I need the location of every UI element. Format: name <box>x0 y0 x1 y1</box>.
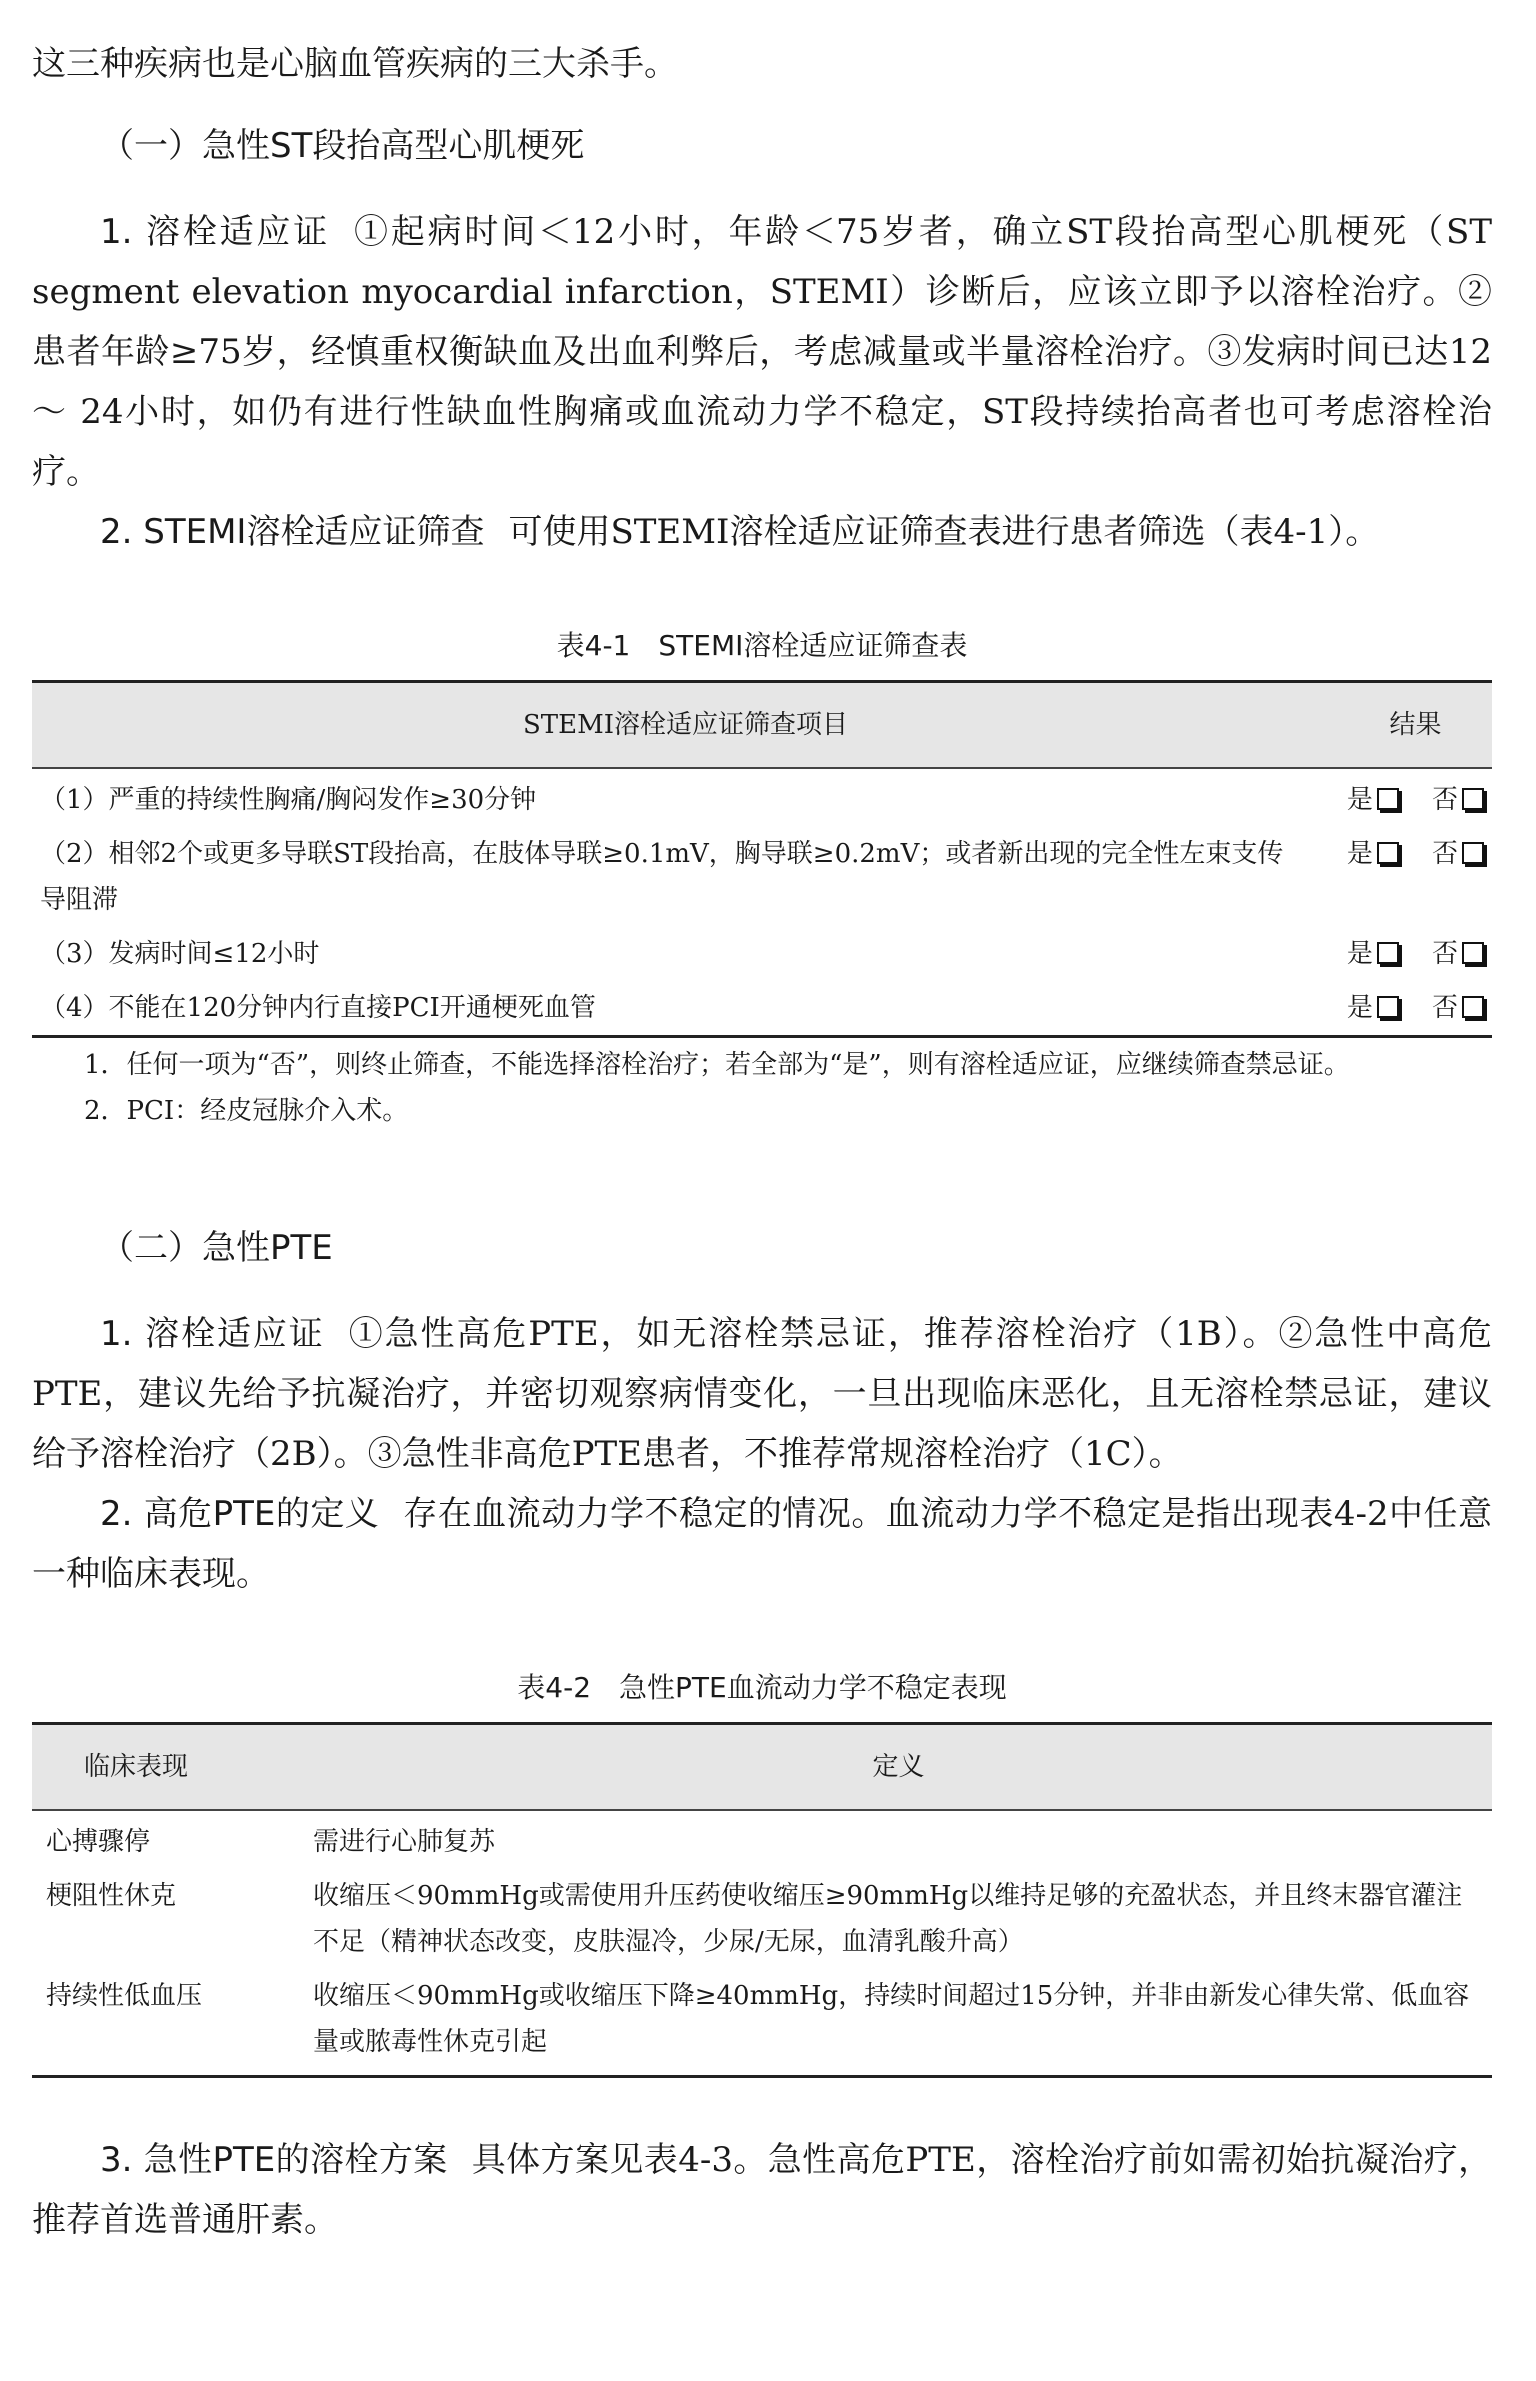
table1-header-result: 结果 <box>1339 682 1492 769</box>
section1-item2-title: 2. STEMI溶栓适应证筛查 <box>100 512 485 552</box>
table1-row3-result <box>1339 927 1492 981</box>
table1 <box>32 680 1492 1038</box>
table1-row4-result <box>1339 981 1492 1037</box>
section1-item2 <box>32 502 1492 562</box>
checkbox-icon[interactable] <box>1377 842 1399 864</box>
section1-item1 <box>32 202 1492 502</box>
table-row <box>32 927 1492 981</box>
table1-header-item: STEMI溶栓适应证筛查项目 <box>32 682 1339 769</box>
table2-header-row <box>32 1724 1492 1811</box>
checkbox-icon[interactable] <box>1462 942 1484 964</box>
table2-row1-clinical: 心搏骤停 <box>46 1827 151 1857</box>
section2-item1-title: 1. 溶栓适应证 <box>100 1314 325 1354</box>
table2-row2-clinical: 梗阻性休克 <box>46 1881 177 1911</box>
table2 <box>32 1722 1492 2078</box>
section2-item1-body: ①急性高危PTE，如无溶栓禁忌证，推荐溶栓治疗（1B）。②急性中高危PTE，建议先给予抗凝治疗，并密切观察病情变化，一旦出现临床恶化，且无溶栓禁忌证，建议给予溶栓治疗（2B）。③急性非高危PTE患者，不推荐常规溶栓治疗（1C）。 <box>32 1314 1492 1474</box>
table1-header-row <box>32 682 1492 769</box>
checkbox-icon[interactable] <box>1462 842 1484 864</box>
table1-caption: 表4-1 STEMI溶栓适应证筛查表 <box>556 629 968 662</box>
section2-item2-body: 存在血流动力学不稳定的情况。血流动力学不稳定是指出现表4-2中任意一种临床表现。 <box>32 1494 1492 1594</box>
table2-row2-def: 收缩压＜90mmHg或需使用升压药使收缩压≥90mmHg以维持足够的充盈状态，并且终末器官灌注不足（精神状态改变，皮肤湿冷，少尿/无尿，血清乳酸升高） <box>313 1881 1463 1957</box>
no-label: 否 <box>1431 839 1458 869</box>
table1-row3-item: （3）发病时间≤12小时 <box>40 939 320 969</box>
table-row <box>32 1969 1492 2077</box>
table-row <box>32 1869 1492 1969</box>
section2-item2 <box>32 1484 1492 1604</box>
table2-row3-clinical: 持续性低血压 <box>32 1969 305 2077</box>
intro-line: 这三种疾病也是心脑血管疾病的三大杀手。 <box>32 44 678 84</box>
no-label: 否 <box>1431 939 1458 969</box>
table1-row2-result <box>1339 827 1492 927</box>
section3-item3 <box>32 2130 1492 2250</box>
table2-row1-def: 需进行心肺复苏 <box>313 1827 496 1857</box>
table2-header-clinical: 临床表现 <box>32 1724 305 1811</box>
yes-label: 是 <box>1346 993 1373 1023</box>
yes-label: 是 <box>1346 939 1373 969</box>
yes-label: 是 <box>1346 785 1373 815</box>
no-label: 否 <box>1431 785 1458 815</box>
table-row <box>32 827 1492 927</box>
table1-row2-item: （2）相邻2个或更多导联ST段抬高，在肢体导联≥0.1mV，胸导联≥0.2mV；或者新出现的完全性左束支传导阻滞 <box>40 839 1284 915</box>
checkbox-icon[interactable] <box>1377 788 1399 810</box>
checkbox-icon[interactable] <box>1377 942 1399 964</box>
table2-header-def: 定义 <box>305 1724 1492 1811</box>
table-row <box>32 768 1492 827</box>
table-row <box>32 1810 1492 1869</box>
section2-item1 <box>32 1304 1492 1484</box>
table1-note-2: 2．PCI：经皮冠脉介入术。 <box>84 1096 409 1126</box>
section3-item3-body: 具体方案见表4-3。急性高危PTE，溶栓治疗前如需初始抗凝治疗，推荐首选普通肝素。 <box>32 2140 1492 2240</box>
section1-item1-body: ①起病时间＜12小时，年龄＜75岁者，确立ST段抬高型心肌梗死（ST segment elevation myocardial infarction，STEMI）诊断后，应该立即予以溶栓治疗。②患者年龄≥75岁，经慎重权衡缺血及出血利弊后，考虑减量或半量溶栓治疗。③发病时间已达12 ～ 24小时，如仍有进行性缺血性胸痛或血流动力学不稳定，ST段持续抬高者也可考虑溶栓治疗。 <box>32 212 1492 492</box>
table-row <box>32 981 1492 1037</box>
checkbox-icon[interactable] <box>1462 788 1484 810</box>
table1-row4-item: （4）不能在120分钟内行直接PCI开通梗死血管 <box>32 981 1339 1037</box>
section1-item1-title: 1. 溶栓适应证 <box>100 212 331 252</box>
no-label: 否 <box>1431 993 1458 1023</box>
section3-item3-title: 3. 急性PTE的溶栓方案 <box>100 2140 448 2180</box>
section1-heading: （一）急性ST段抬高型心肌梗死 <box>100 126 585 166</box>
table2-caption: 表4-2 急性PTE血流动力学不稳定表现 <box>517 1671 1007 1704</box>
checkbox-icon[interactable] <box>1377 996 1399 1018</box>
table2-row3-def: 收缩压＜90mmHg或收缩压下降≥40mmHg，持续时间超过15分钟，并非由新发心律失常、低血容量或脓毒性休克引起 <box>305 1969 1492 2077</box>
section2-heading: （二）急性PTE <box>100 1228 333 1268</box>
table1-row1-result <box>1339 768 1492 827</box>
section1-item2-body: 可使用STEMI溶栓适应证筛查表进行患者筛选（表4-1）。 <box>508 512 1380 552</box>
checkbox-icon[interactable] <box>1462 996 1484 1018</box>
yes-label: 是 <box>1346 839 1373 869</box>
section2-item2-title: 2. 高危PTE的定义 <box>100 1494 380 1534</box>
table1-row1-item: （1）严重的持续性胸痛/胸闷发作≥30分钟 <box>40 785 537 815</box>
document-page <box>32 0 1492 2250</box>
table1-note-1: 1．任何一项为“否”，则终止筛查，不能选择溶栓治疗；若全部为“是”，则有溶栓适应证，应继续筛查禁忌证。 <box>84 1050 1350 1080</box>
